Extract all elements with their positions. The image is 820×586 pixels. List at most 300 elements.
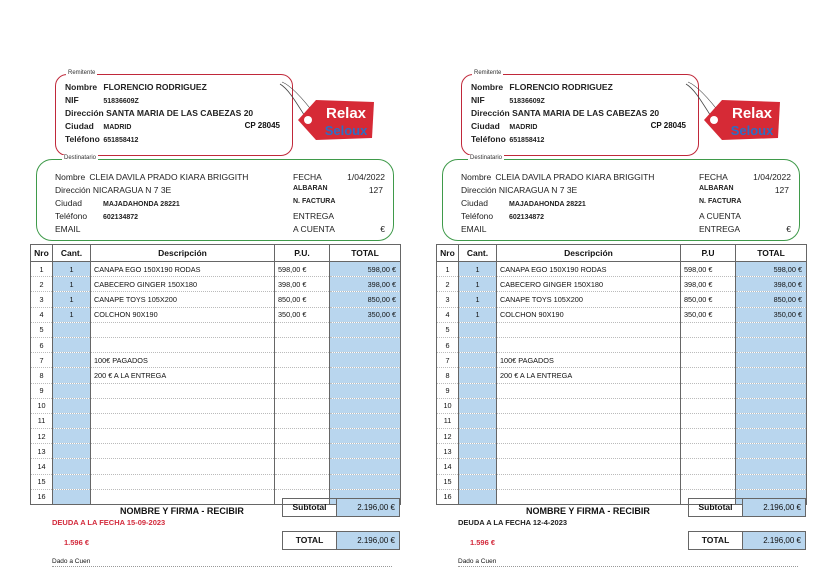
cell-nro: 15: [31, 474, 53, 489]
sender-nif-row: [471, 95, 545, 105]
cell-cant: [53, 353, 91, 368]
table-row: [31, 459, 401, 474]
cell-cant: [459, 459, 497, 474]
cell-nro: 7: [437, 353, 459, 368]
cell-nro: 15: [437, 474, 459, 489]
cell-pu: 598,00 €: [275, 262, 330, 277]
sender-city: MADRID: [509, 124, 538, 131]
cell-nro: 3: [31, 292, 53, 307]
cell-nro: 9: [437, 383, 459, 398]
cell-total: [736, 353, 807, 368]
cell-cant: 1: [459, 262, 497, 277]
col-descripcion: Descripción: [497, 245, 681, 262]
table-row: [437, 444, 807, 459]
cell-cant: [459, 398, 497, 413]
cell-nro: 10: [31, 398, 53, 413]
cell-desc: [497, 489, 681, 504]
sender-phone-label: Teléfono: [471, 134, 506, 144]
sender-name-label: Nombre: [65, 82, 98, 92]
subtotal-label: Subtotal: [689, 499, 743, 516]
date-label: FECHA: [699, 172, 728, 182]
table-row: [437, 262, 807, 277]
sender-phone: 651858412: [103, 137, 139, 144]
table-row: [31, 277, 401, 292]
subtotal-box: [688, 498, 806, 517]
cell-nro: 10: [437, 398, 459, 413]
cell-total: [736, 444, 807, 459]
cell-nro: 11: [437, 413, 459, 428]
cell-total: [330, 459, 401, 474]
cell-cant: [53, 429, 91, 444]
cell-total: 598,00 €: [736, 262, 807, 277]
col-cant: Cant.: [459, 245, 497, 262]
cell-total: [330, 444, 401, 459]
cell-cant: [53, 398, 91, 413]
cell-desc: [497, 444, 681, 459]
cell-cant: [53, 383, 91, 398]
invoice-number-label: N. FACTURA: [293, 198, 336, 205]
cell-desc: [497, 413, 681, 428]
table-header: [437, 245, 807, 262]
cell-pu: [681, 322, 736, 337]
table-row: [437, 307, 807, 322]
status-line-a: ENTREGA: [293, 211, 335, 221]
table-row: [437, 368, 807, 383]
cell-desc: [497, 429, 681, 444]
cell-pu: [681, 398, 736, 413]
table-row: [31, 444, 401, 459]
total-label: TOTAL: [283, 532, 337, 549]
table-row: [31, 474, 401, 489]
cell-total: [330, 413, 401, 428]
cell-desc: CANAPE TOYS 105X200: [91, 292, 275, 307]
recipient-name: CLEIA DAVILA PRADO KIARA BRIGGITH: [495, 172, 655, 182]
sender-phone-label: Teléfono: [65, 134, 100, 144]
recipient-name-label: Nombre: [55, 172, 86, 182]
cell-desc: CANAPE TOYS 105X200: [497, 292, 681, 307]
cell-cant: [459, 322, 497, 337]
items-table: [436, 244, 807, 505]
cell-nro: 13: [31, 444, 53, 459]
subtotal-value: 2.196,00 €: [743, 499, 805, 516]
table-row: [31, 292, 401, 307]
recipient-address: NICARAGUA N 7 3E: [498, 185, 578, 195]
subtotal-value: 2.196,00 €: [337, 499, 399, 516]
recipient-address-label: Dirección: [461, 185, 497, 195]
cell-desc: [91, 429, 275, 444]
cell-nro: 5: [437, 322, 459, 337]
sender-nif-label: NIF: [471, 95, 485, 105]
table-row: [31, 383, 401, 398]
cell-pu: 398,00 €: [681, 277, 736, 292]
cell-cant: [459, 368, 497, 383]
table-row: [31, 368, 401, 383]
table-row: [437, 413, 807, 428]
col-pu: P.U: [681, 245, 736, 262]
items-table: [30, 244, 401, 505]
cell-total: [736, 337, 807, 352]
recipient-name-row: [461, 172, 654, 182]
cell-cant: [53, 337, 91, 352]
cell-cant: [459, 337, 497, 352]
euro-sign: €: [786, 224, 791, 234]
sender-box: [461, 74, 699, 156]
cell-desc: [91, 489, 275, 504]
cell-pu: 350,00 €: [681, 307, 736, 322]
cell-total: [330, 337, 401, 352]
logo-line-2: Seloux: [730, 123, 774, 138]
table-row: [437, 353, 807, 368]
table-row: [437, 277, 807, 292]
table-row: [31, 429, 401, 444]
cell-total: [330, 383, 401, 398]
sender-address-label: Dirección: [471, 108, 510, 118]
table-row: [31, 262, 401, 277]
recipient-tag: Destinatario: [470, 155, 503, 161]
recipient-address-row: [55, 185, 171, 195]
cell-total: 350,00 €: [330, 307, 401, 322]
status-line-b: A CUENTA: [293, 224, 335, 234]
cell-cant: [459, 429, 497, 444]
recipient-city-row: [55, 198, 180, 208]
cell-desc: [91, 322, 275, 337]
cell-nro: 16: [437, 489, 459, 504]
table-row: [437, 337, 807, 352]
cell-total: [736, 413, 807, 428]
cell-desc: 100€ PAGADOS: [497, 353, 681, 368]
debt-amount: 1.596 €: [64, 538, 90, 547]
cell-pu: [681, 383, 736, 398]
cell-total: [330, 398, 401, 413]
cell-desc: 100€ PAGADOS: [91, 353, 275, 368]
table-row: [437, 292, 807, 307]
logo-line-1: Relax: [325, 105, 367, 122]
cell-desc: COLCHON 90X190: [497, 307, 681, 322]
cell-nro: 14: [437, 459, 459, 474]
delivery-note: [30, 66, 400, 586]
cell-desc: [91, 413, 275, 428]
cell-pu: 598,00 €: [681, 262, 736, 277]
cell-nro: 6: [31, 337, 53, 352]
cell-total: [330, 474, 401, 489]
cell-cant: 1: [53, 307, 91, 322]
recipient-address-label: Dirección: [55, 185, 91, 195]
cell-desc: [91, 474, 275, 489]
cell-cant: [53, 444, 91, 459]
cell-pu: [275, 413, 330, 428]
cell-nro: 13: [437, 444, 459, 459]
recipient-city: MAJADAHONDA 28221: [103, 201, 180, 208]
sender-city: MADRID: [103, 124, 132, 131]
cell-total: [330, 353, 401, 368]
cell-nro: 4: [31, 307, 53, 322]
recipient-city-row: [461, 198, 586, 208]
date-value: 1/04/2022: [347, 172, 385, 182]
total-value: 2.196,00 €: [337, 532, 399, 549]
cell-desc: CANAPA EGO 150X190 RODAS: [497, 262, 681, 277]
cell-total: [330, 368, 401, 383]
cell-cant: 1: [459, 292, 497, 307]
cell-cant: [53, 474, 91, 489]
delivery-note: [436, 66, 806, 586]
cell-desc: 200 € A LA ENTREGA: [91, 368, 275, 383]
cell-cant: [53, 368, 91, 383]
cell-cant: [459, 353, 497, 368]
cell-cant: [459, 474, 497, 489]
col-nro: Nro: [437, 245, 459, 262]
date-value: 1/04/2022: [753, 172, 791, 182]
total-box: [688, 531, 806, 550]
sender-name: FLORENCIO RODRIGUEZ: [103, 82, 207, 92]
cell-pu: [275, 474, 330, 489]
total-box: [282, 531, 400, 550]
cell-total: 850,00 €: [736, 292, 807, 307]
euro-sign: €: [380, 224, 385, 234]
cell-desc: 200 € A LA ENTREGA: [497, 368, 681, 383]
cell-total: 398,00 €: [736, 277, 807, 292]
signature-title: NOMBRE Y FIRMA - RECIBIR: [526, 506, 650, 516]
cell-pu: [681, 444, 736, 459]
recipient-phone-row: [461, 211, 544, 221]
cell-desc: CABECERO GINGER 150X180: [497, 277, 681, 292]
relax-logo: [276, 80, 376, 146]
col-nro: Nro: [31, 245, 53, 262]
sender-phone-row: [471, 134, 544, 144]
cell-nro: 8: [437, 368, 459, 383]
cell-nro: 7: [31, 353, 53, 368]
recipient-city: MAJADAHONDA 28221: [509, 201, 586, 208]
cell-desc: [497, 322, 681, 337]
cell-desc: [497, 398, 681, 413]
cell-total: [330, 322, 401, 337]
cell-total: [736, 459, 807, 474]
sender-box: [55, 74, 293, 156]
cell-total: 850,00 €: [330, 292, 401, 307]
date-label: FECHA: [293, 172, 322, 182]
recipient-name-row: [55, 172, 248, 182]
cell-cant: 1: [459, 277, 497, 292]
sender-name-row: [65, 82, 207, 92]
logo-line-2: Seloux: [324, 123, 368, 138]
cell-total: 598,00 €: [330, 262, 401, 277]
sender-nif-label: NIF: [65, 95, 79, 105]
cell-nro: 16: [31, 489, 53, 504]
cell-cant: [53, 322, 91, 337]
sender-city-row: [471, 121, 537, 131]
cell-nro: 12: [31, 429, 53, 444]
cell-desc: [91, 383, 275, 398]
cell-cant: 1: [53, 292, 91, 307]
recipient-phone-label: Teléfono: [461, 211, 494, 221]
table-row: [31, 353, 401, 368]
table-row: [31, 322, 401, 337]
sender-city-row: [65, 121, 131, 131]
col-pu: P.U.: [275, 245, 330, 262]
albaran-label: ALBARAN: [293, 185, 328, 192]
recipient-name-label: Nombre: [461, 172, 492, 182]
cell-nro: 11: [31, 413, 53, 428]
recipient-city-label: Ciudad: [461, 198, 488, 208]
signature-line: [52, 566, 392, 567]
cell-cant: [53, 413, 91, 428]
logo-line-1: Relax: [731, 105, 773, 122]
invoice-number-label: N. FACTURA: [699, 198, 742, 205]
sender-phone: 651858412: [509, 137, 545, 144]
table-row: [437, 383, 807, 398]
table-row: [437, 474, 807, 489]
cell-pu: [681, 413, 736, 428]
col-total: TOTAL: [736, 245, 807, 262]
cell-pu: [681, 353, 736, 368]
cell-total: [736, 383, 807, 398]
cell-desc: CANAPA EGO 150X190 RODAS: [91, 262, 275, 277]
table-row: [31, 398, 401, 413]
table-row: [437, 398, 807, 413]
cell-pu: [275, 459, 330, 474]
cell-desc: [497, 383, 681, 398]
cell-pu: 398,00 €: [275, 277, 330, 292]
recipient-phone-row: [55, 211, 138, 221]
cell-desc: [91, 459, 275, 474]
sender-postcode: CP 28045: [650, 121, 686, 130]
debt-note: DEUDA A LA FECHA 15-09-2023: [52, 518, 166, 527]
sender-phone-row: [65, 134, 138, 144]
recipient-address-row: [461, 185, 577, 195]
sender-address-row: [471, 108, 659, 118]
cell-pu: [681, 337, 736, 352]
total-value: 2.196,00 €: [743, 532, 805, 549]
col-descripcion: Descripción: [91, 245, 275, 262]
recipient-name: CLEIA DAVILA PRADO KIARA BRIGGITH: [89, 172, 249, 182]
total-label: TOTAL: [689, 532, 743, 549]
cell-pu: [681, 429, 736, 444]
albaran-label: ALBARAN: [699, 185, 734, 192]
signature-line: [458, 566, 798, 567]
cell-nro: 3: [437, 292, 459, 307]
cell-total: 398,00 €: [330, 277, 401, 292]
recipient-address: NICARAGUA N 7 3E: [92, 185, 172, 195]
sender-name-label: Nombre: [471, 82, 504, 92]
status-line-a: A CUENTA: [699, 211, 741, 221]
cell-pu: [275, 398, 330, 413]
cell-cant: 1: [53, 262, 91, 277]
cell-desc: [91, 337, 275, 352]
sender-nif: 51836609Z: [509, 98, 545, 105]
cell-total: [330, 429, 401, 444]
recipient-tag: Destinatario: [64, 155, 97, 161]
cell-total: [736, 368, 807, 383]
sender-name-row: [471, 82, 613, 92]
debt-note: DEUDA A LA FECHA 12-4-2023: [458, 518, 568, 527]
cell-total: [736, 322, 807, 337]
subtotal-box: [282, 498, 400, 517]
cell-desc: [497, 474, 681, 489]
table-row: [437, 459, 807, 474]
recipient-phone: 602134872: [103, 214, 139, 221]
cell-nro: 6: [437, 337, 459, 352]
cell-cant: 1: [459, 307, 497, 322]
cell-desc: [91, 444, 275, 459]
cell-nro: 1: [437, 262, 459, 277]
sender-postcode: CP 28045: [244, 121, 280, 130]
table-header: [31, 245, 401, 262]
recipient-box: [442, 159, 800, 241]
sender-city-label: Ciudad: [471, 121, 500, 131]
table-row: [31, 413, 401, 428]
cell-total: [736, 429, 807, 444]
dado-a-cuenta-note: Dado a Cuen: [52, 558, 91, 565]
cell-nro: 12: [437, 429, 459, 444]
cell-desc: COLCHON 90X190: [91, 307, 275, 322]
cell-pu: [681, 368, 736, 383]
col-total: TOTAL: [330, 245, 401, 262]
cell-cant: [459, 489, 497, 504]
cell-nro: 9: [31, 383, 53, 398]
sender-name: FLORENCIO RODRIGUEZ: [509, 82, 613, 92]
cell-nro: 4: [437, 307, 459, 322]
cell-pu: [275, 429, 330, 444]
sender-tag: Remitente: [474, 70, 502, 76]
cell-cant: [459, 413, 497, 428]
cell-nro: 8: [31, 368, 53, 383]
cell-pu: [681, 474, 736, 489]
table-row: [437, 322, 807, 337]
cell-nro: 2: [31, 277, 53, 292]
recipient-email-label: EMAIL: [461, 224, 487, 234]
cell-cant: [459, 383, 497, 398]
cell-pu: [275, 368, 330, 383]
subtotal-label: Subtotal: [283, 499, 337, 516]
cell-pu: [275, 322, 330, 337]
cell-nro: 5: [31, 322, 53, 337]
cell-cant: [53, 459, 91, 474]
cell-cant: 1: [53, 277, 91, 292]
signature-title: NOMBRE Y FIRMA - RECIBIR: [120, 506, 244, 516]
dado-a-cuenta-note: Dado a Cuen: [458, 558, 497, 565]
cell-nro: 14: [31, 459, 53, 474]
cell-nro: 1: [31, 262, 53, 277]
cell-pu: 850,00 €: [275, 292, 330, 307]
sender-nif: 51836609Z: [103, 98, 139, 105]
recipient-email-label: EMAIL: [55, 224, 81, 234]
cell-pu: 850,00 €: [681, 292, 736, 307]
sender-address-row: [65, 108, 253, 118]
cell-desc: [497, 459, 681, 474]
col-cant: Cant.: [53, 245, 91, 262]
table-row: [31, 337, 401, 352]
cell-nro: 2: [437, 277, 459, 292]
status-line-b: ENTREGA: [699, 224, 741, 234]
debt-amount: 1.596 €: [470, 538, 496, 547]
cell-pu: [275, 383, 330, 398]
sender-address: SANTA MARIA DE LAS CABEZAS 20: [106, 108, 254, 118]
cell-cant: [459, 444, 497, 459]
sender-nif-row: [65, 95, 139, 105]
table-row: [31, 307, 401, 322]
relax-logo: [682, 80, 782, 146]
cell-pu: 350,00 €: [275, 307, 330, 322]
recipient-box: [36, 159, 394, 241]
recipient-city-label: Ciudad: [55, 198, 82, 208]
cell-pu: [275, 353, 330, 368]
albaran-number: 127: [368, 185, 383, 195]
cell-desc: [91, 398, 275, 413]
cell-pu: [275, 444, 330, 459]
cell-pu: [275, 337, 330, 352]
cell-cant: [53, 489, 91, 504]
sender-address-label: Dirección: [65, 108, 104, 118]
cell-desc: CABECERO GINGER 150X180: [91, 277, 275, 292]
